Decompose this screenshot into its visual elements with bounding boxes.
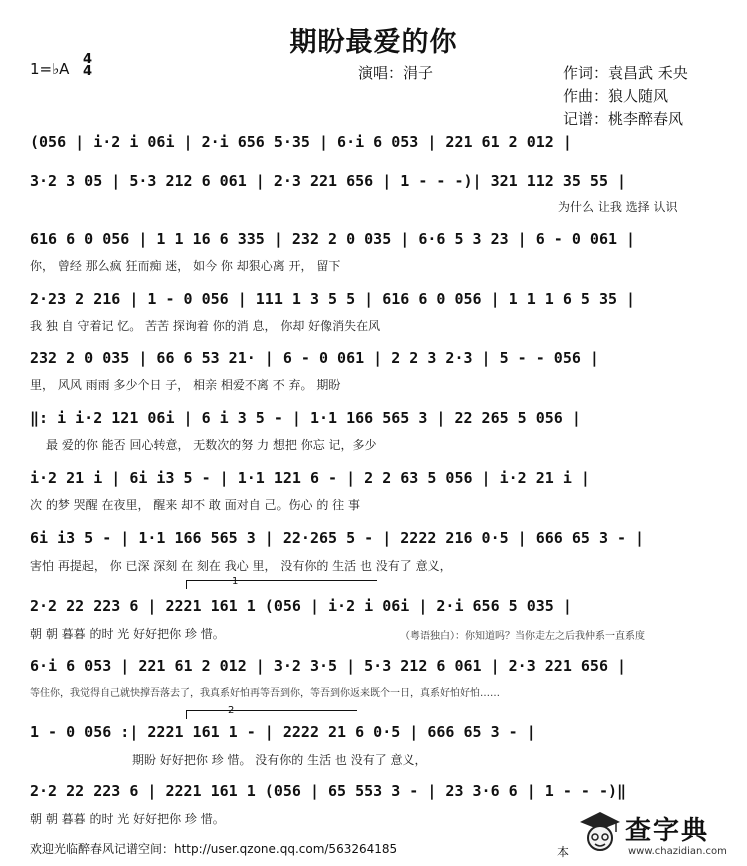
- lyric-line-11: 期盼 好好把你 珍 惜。 没有你的 生活 也 没有了 意义，: [132, 753, 427, 767]
- composer-credit: 作曲：狼人随风: [563, 87, 669, 105]
- staff-line-2: 3·2 3 05 | 5·3 212 6 061 | 2·3 221 656 | 1 - - -)| 321 112 35 55 |: [30, 172, 627, 190]
- monologue-text: 等住你，我觉得自己就快撑吾落去了，我真系好怕再等吾到你，等吾到你返来既个一日，真系好怕好怕……: [30, 688, 500, 699]
- meter-top: 4: [83, 52, 93, 67]
- staff-line-7: i·2 21 i | 6i i3 5 - | 1·1 121 6 - | 2 2 63 5 056 | i·2 21 i |: [30, 469, 590, 487]
- lyric-line-12: 朝 朝 暮暮 的时 光 好好把你 珍 惜。: [30, 812, 225, 826]
- volta-number-2: 2: [228, 705, 235, 716]
- staff-line-3: 616 6 0 056 | 1 1 16 6 335 | 232 2 0 035 | 6·6 5 3 23 | 6 - 0 061 |: [30, 230, 636, 248]
- singer-credit: 演唱：涓子: [358, 64, 434, 82]
- monologue-note: （粤语独白）：你知道吗？当你走左之后我仲系一直系度: [400, 631, 645, 642]
- time-signature: [83, 54, 92, 78]
- staff-line-10: 6·i 6 053 | 221 61 2 012 | 3·2 3·5 | 5·3 212 6 061 | 2·3 221 656 |: [30, 657, 627, 675]
- lyric-line-4: 我 独 自 守着记 忆。 苦苦 探询着 你的消 息， 你却 好像消失在风: [30, 319, 381, 333]
- logo-url[interactable]: www.chazidian.com: [628, 846, 727, 857]
- page-title: 期盼最爱的你: [289, 27, 458, 58]
- footer-text: 欢迎光临醉春风记谱空间：http://user.qzone.qq.com/563264185: [30, 842, 398, 856]
- staff-line-12: 2·2 22 223 6 | 2221 161 1 (056 | 65 553 3 - | 23 3·6 6 | 1 - - -)‖: [30, 782, 627, 800]
- lyric-line-2: 为什么 让我 选择 认识: [558, 200, 678, 214]
- footer-ben: 本: [557, 845, 570, 859]
- staff-line-6: ‖: i i·2 121 06i | 6 i 3 5 - | 1·1 166 565 3 | 22 265 5 056 |: [30, 409, 581, 427]
- volta-bracket-2: [186, 710, 357, 719]
- meter-bottom: 4: [83, 64, 93, 79]
- transcriber-credit: 记谱：桃李醉春风: [563, 110, 684, 128]
- volta-bracket-1: [186, 580, 377, 589]
- staff-line-9: 2·2 22 223 6 | 2221 161 1 (056 | i·2 i 06i | 2·i 656 5 035 |: [30, 597, 572, 615]
- lyric-line-8: 害怕 再提起， 你 已深 深刻 在 刻在 我心 里， 没有你的 生活 也 没有了 意义，: [30, 559, 452, 573]
- staff-line-4: 2·23 2 216 | 1 - 0 056 | 111 1 3 5 5 | 616 6 0 056 | 1 1 1 6 5 35 |: [30, 290, 636, 308]
- lyricist-credit: 作词：袁昌武 禾央: [563, 64, 688, 82]
- key-signature: 1=♭A: [30, 60, 70, 78]
- staff-line-11: 1 - 0 056 :| 2221 161 1 - | 2222 21 6 0·5 | 666 65 3 - |: [30, 723, 536, 741]
- lyric-line-7: 次 的梦 哭醒 在夜里， 醒来 却不 敢 面对自 己。伤心 的 往 事: [30, 498, 360, 512]
- scholar-mascot-icon: [578, 808, 622, 856]
- staff-line-5: 232 2 0 035 | 66 6 53 21· | 6 - 0 061 | 2 2 3 2·3 | 5 - - 056 |: [30, 349, 599, 367]
- volta-number-1: 1: [232, 576, 239, 587]
- lyric-line-5: 里， 风风 雨雨 多少个日 子， 相亲 相爱不离 不 弃。 期盼: [30, 378, 341, 392]
- logo-name: 查字典: [625, 816, 710, 846]
- lyric-line-6: 最 爱的你 能否 回心转意， 无数次的努 力 想把 你忘 记，多少: [46, 438, 377, 452]
- lyric-line-3: 你， 曾经 那么疯 狂而痴 迷， 如今 你 却狠心离 开， 留下: [30, 259, 341, 273]
- staff-line-8: 6i i3 5 - | 1·1 166 565 3 | 22·265 5 - | 2222 216 0·5 | 666 65 3 - |: [30, 529, 645, 547]
- staff-line-1: (056 | i·2 i 06i | 2·i 656 5·35 | 6·i 6 053 | 221 61 2 012 |: [30, 133, 572, 151]
- lyric-line-9: 朝 朝 暮暮 的时 光 好好把你 珍 惜。: [30, 627, 225, 641]
